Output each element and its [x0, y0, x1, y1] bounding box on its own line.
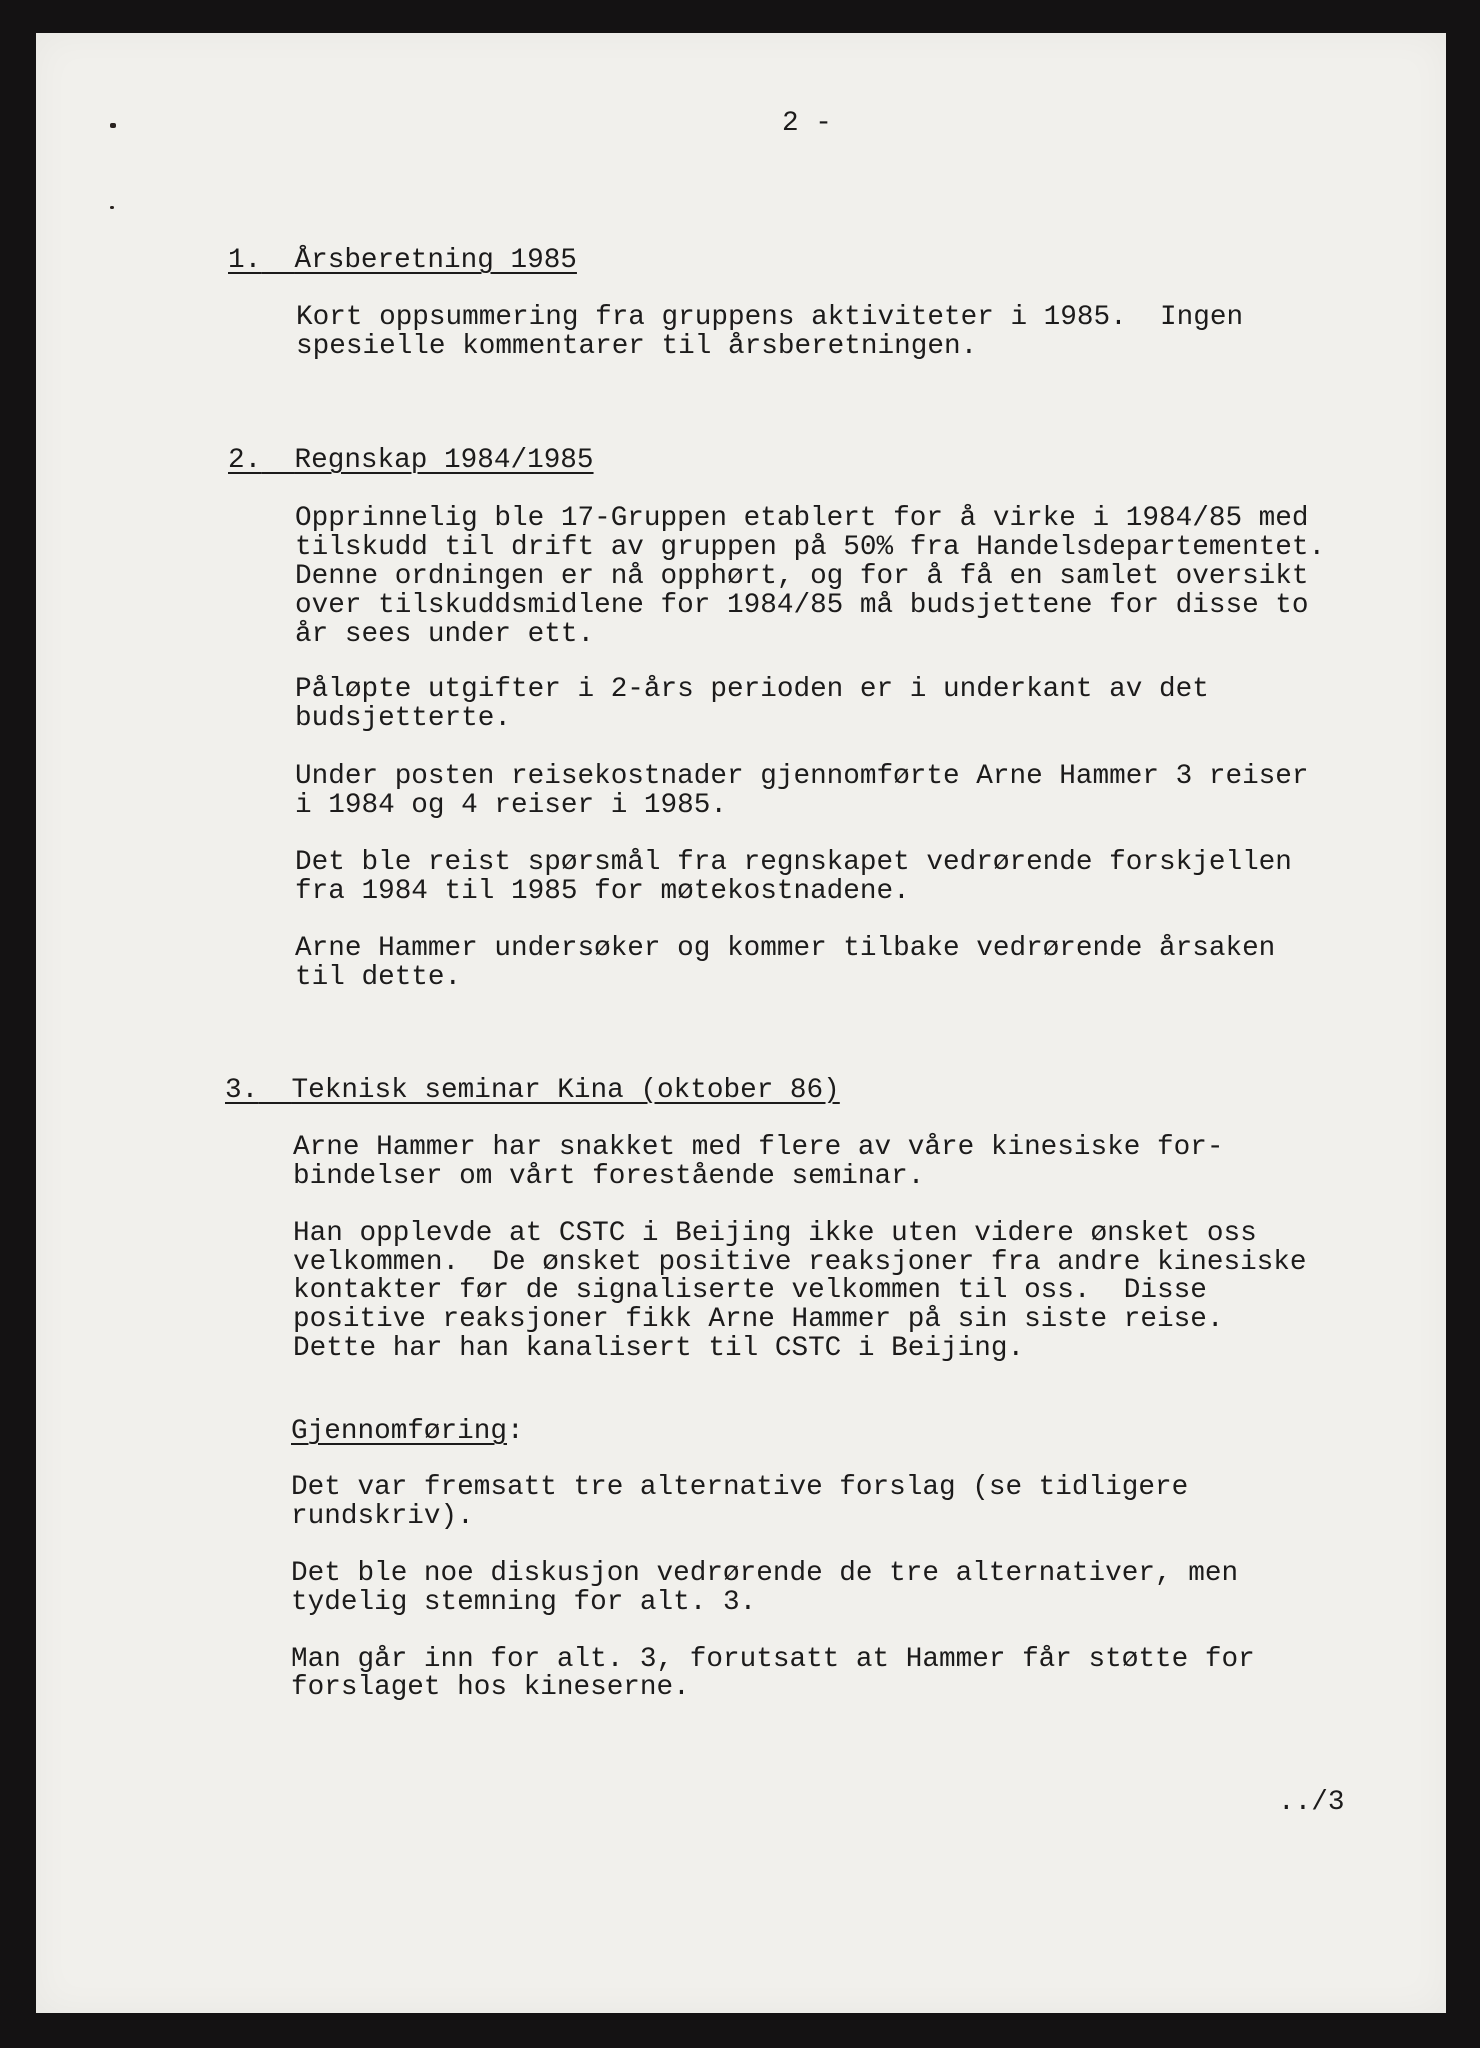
section-number: 2. — [228, 445, 262, 476]
section-number: 1. — [228, 245, 262, 276]
text-line: Under posten reisekostnader gjennomførte Arne Hammer 3 reiser — [295, 761, 1309, 792]
section-heading — [228, 246, 577, 275]
text-line: forslaget hos kineserne. — [291, 1672, 690, 1703]
text-line: tydelig stemning for alt. 3. — [291, 1587, 757, 1618]
page-number-header: 2 - — [782, 108, 832, 139]
text-line: Arne Hammer har snakket med flere av våre kinesiske for- — [293, 1132, 1224, 1163]
section-heading — [225, 1076, 840, 1105]
section-title: Regnskap 1984/1985 — [294, 445, 594, 476]
section-title: Årsberetning 1985 — [294, 245, 577, 276]
punch-mark — [110, 123, 116, 128]
text-line: Påløpte utgifter i 2-års perioden er i underkant av det — [295, 674, 1209, 705]
text-line: spesielle kommentarer til årsberetningen. — [296, 331, 978, 362]
text-line: budsjetterte. — [295, 703, 511, 734]
text-line: Det ble noe diskusjon vedrørende de tre alternativer, men — [291, 1558, 1239, 1589]
text-line: Det var fremsatt tre alternative forslag (se tidligere — [291, 1472, 1189, 1503]
text-line: til dette. — [295, 962, 462, 993]
text-line: bindelser om vårt forestående seminar. — [293, 1161, 925, 1192]
continuation-marker: ../3 — [1278, 1787, 1345, 1818]
text-line: rundskriv). — [291, 1501, 474, 1532]
document-page — [36, 33, 1446, 2013]
subheading-text: Gjennomføring — [291, 1416, 507, 1447]
section-number: 3. — [225, 1075, 259, 1106]
text-line: velkommen. De ønsket positive reaksjoner fra andre kinesiske — [293, 1247, 1307, 1278]
punch-mark — [110, 206, 114, 209]
text-line: Dette har han kanalisert til CSTC i Beijing. — [293, 1333, 1025, 1364]
text-line: Denne ordningen er nå opphørt, og for å få en samlet oversikt — [295, 561, 1309, 592]
text-line: år sees under ett. — [295, 619, 595, 650]
text-line: Kort oppsummering fra gruppens aktiviteter i 1985. Ingen — [296, 302, 1244, 333]
section-title: Teknisk seminar Kina (oktober 86) — [291, 1075, 840, 1106]
text-line: Opprinnelig ble 17-Gruppen etablert for å virke i 1984/85 med — [295, 503, 1309, 534]
text-line: over tilskuddsmidlene for 1984/85 må budsjettene for disse to — [295, 590, 1309, 621]
text-line: positive reaksjoner fikk Arne Hammer på sin siste reise. — [293, 1304, 1224, 1335]
text-line: i 1984 og 4 reiser i 1985. — [295, 790, 727, 821]
section-heading — [228, 446, 594, 475]
subheading: Gjennomføring: — [291, 1416, 524, 1447]
text-line: tilskudd til drift av gruppen på 50% fra Handelsdepartementet. — [295, 532, 1326, 563]
text-line: kontakter før de signaliserte velkommen til oss. Disse — [293, 1275, 1207, 1306]
text-line: Han opplevde at CSTC i Beijing ikke uten videre ønsket oss — [293, 1218, 1257, 1249]
text-line: Det ble reist spørsmål fra regnskapet vedrørende forskjellen — [295, 847, 1292, 878]
text-line: Man går inn for alt. 3, forutsatt at Hammer får støtte for — [291, 1644, 1255, 1675]
text-line: Arne Hammer undersøker og kommer tilbake vedrørende årsaken — [295, 933, 1276, 964]
text-line: fra 1984 til 1985 for møtekostnadene. — [295, 876, 910, 907]
